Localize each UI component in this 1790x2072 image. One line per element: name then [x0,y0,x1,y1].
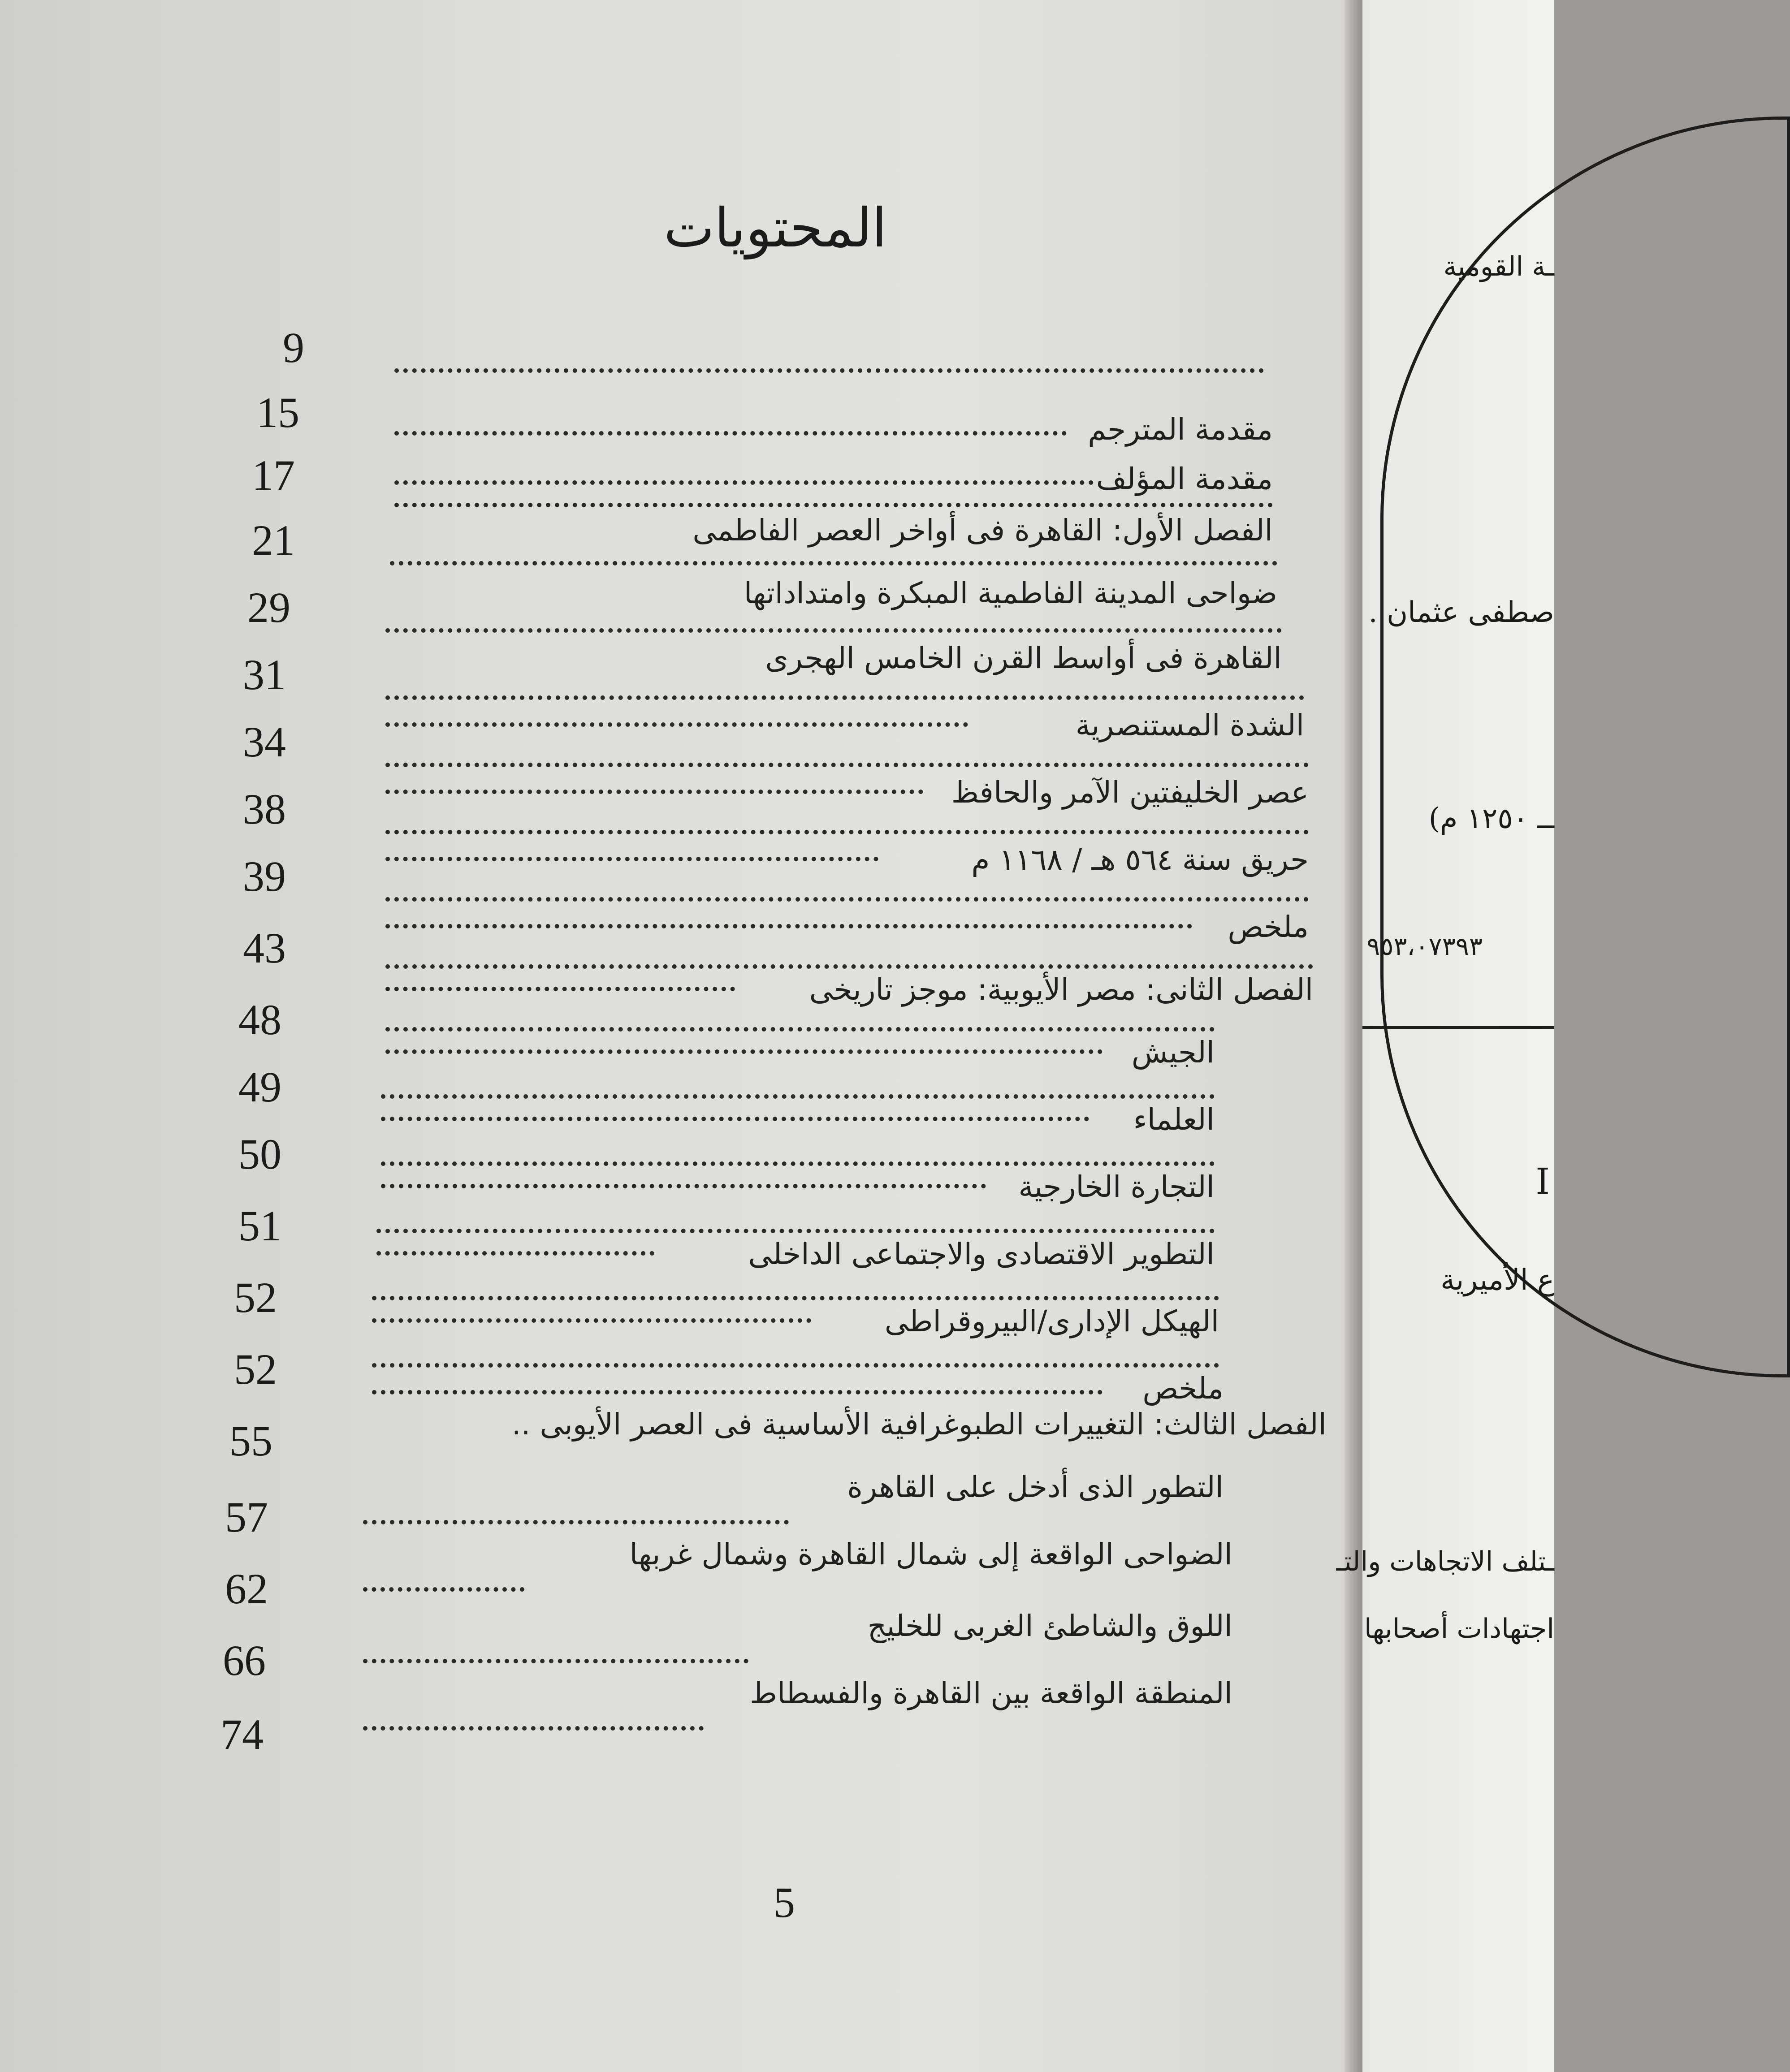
toc-entry-label: ملخص [1228,910,1309,944]
toc-entry-label: التجارة الخارجية [1018,1170,1215,1204]
toc-leader-dots [385,717,968,727]
toc-page-number: 51 [238,1202,281,1250]
toc-entry-label: التطوير الاقتصادى والاجتماعى الداخلى [748,1237,1215,1271]
toc-page-number: 52 [234,1345,277,1393]
toc-entry-label: مقدمة المترجم [1088,412,1273,447]
toc-entry [385,690,1304,753]
page-title: المحتويات [664,197,887,259]
toc-entry [394,354,1264,390]
toc-leader-dots [385,981,735,991]
page-number: 5 [774,1878,795,1926]
toc-entry [394,403,1273,453]
toc-entry [385,1022,1215,1084]
toc-leader-dots [390,556,1277,565]
toc-page-number: 15 [256,388,299,436]
adjacent-page-rule [1362,1026,1554,1029]
toc-leader-dots [372,1385,1103,1394]
toc-page-number: 39 [243,852,286,900]
adjacent-page-text: صطفى عثمان . [1368,596,1554,629]
toc-leader-dots [385,623,1282,633]
toc-entry [376,1223,1215,1286]
toc-page-number: 48 [238,996,281,1044]
toc-leader-dots [385,959,1313,969]
toc-leader-dots [385,690,1304,700]
toc-leader-dots [363,1582,524,1592]
toc-entry [363,1532,1232,1600]
adjacent-page [1336,0,1554,2072]
toc-page-number: 43 [243,924,286,972]
toc-leader-dots [363,1515,789,1524]
toc-page-number: 49 [238,1063,281,1111]
adjacent-page-text: اجتهادات أصحابها [1364,1613,1554,1645]
toc-leader-dots [394,475,1094,485]
toc-page-number: 55 [229,1417,272,1465]
toc-leader-dots [381,1156,1215,1166]
toc-page-number: 74 [221,1710,264,1758]
toc-entry-label: مقدمة المؤلف [1096,462,1273,496]
toc-page-number: 21 [252,516,295,564]
toc-entry-label: الجيش [1131,1035,1215,1070]
toc-leader-dots [363,1721,704,1731]
toc-leader-dots [381,1178,986,1188]
book-gutter [1345,0,1362,2072]
toc-leader-dots [394,426,1067,436]
toc-entry [385,959,1313,1022]
toc-leader-dots [385,892,1309,902]
toc-page-number: 29 [247,583,290,631]
toc-entry [390,556,1277,618]
toc-leader-dots [385,919,1192,928]
toc-page-number: 38 [243,785,286,833]
toc-entry-label: عصر الخليفتين الآمر والحافظ [951,775,1309,810]
toc-entry-label: التطور الذى أدخل على القاهرة [847,1470,1224,1504]
toc-entry [394,453,1273,502]
toc-entry [368,1403,1327,1465]
adjacent-page-text: ــ ١٢٥٠ م) [1428,802,1554,835]
toc-page-number: 50 [238,1130,281,1178]
toc-entry-label: الفصل الثانى: مصر الأيوبية: موجز تاريخى [809,972,1313,1007]
toc-page-number: 57 [225,1493,268,1541]
adjacent-page-text: ـة القومية [1443,251,1554,282]
toc-leader-dots [372,1313,811,1323]
toc-entry [394,497,1273,556]
toc-entry [385,892,1309,954]
toc-leader-dots [376,1223,1215,1233]
toc-page-number: 9 [283,324,304,371]
toc-entry-label: ضواحى المدينة الفاطمية المبكرة وامتداداتها [744,576,1277,610]
toc-entry-label: الشدة المستنصرية [1075,708,1304,742]
toc-entry-label: الفصل الثالث: التغييرات الطبوغرافية الأساسية فى العصر الأيوبى .. [511,1407,1327,1442]
toc-page-number: 62 [225,1565,268,1613]
toc-entry-label: المنطقة الواقعة بين القاهرة والفسطاط [749,1676,1232,1710]
toc-entry [385,824,1309,887]
toc-leader-dots [363,1653,748,1663]
toc-leader-dots [385,1044,1103,1054]
toc-entry [385,623,1282,686]
adjacent-page-text: ـتلف الاتجاهات والتـ [1336,1546,1554,1577]
toc-page-number: 31 [243,651,286,699]
adjacent-page-text: I [1535,1161,1550,1202]
toc-entry [363,1465,1224,1532]
toc-page-number: 66 [223,1636,266,1684]
toc-entry-label: الفصل الأول: القاهرة فى أواخر العصر الفاطمى [692,513,1273,548]
toc-page-number: 52 [234,1273,277,1321]
toc-entry-label: اللوق والشاطئ الغربى للخليج [867,1609,1232,1643]
toc-leader-dots [394,363,1264,373]
toc-leader-dots [381,1111,1089,1121]
toc-entry [385,757,1309,820]
toc-entry-label: القاهرة فى أواسط القرن الخامس الهجرى [765,641,1282,675]
toc-entry [381,1156,1215,1219]
toc-leader-dots [385,851,878,861]
toc-entry [363,1604,1232,1671]
toc-entry-label: الضواحى الواقعة إلى شمال القاهرة وشمال غربها [629,1537,1232,1571]
toc-leader-dots [372,1358,1219,1368]
toc-leader-dots [372,1291,1219,1300]
toc-page-number: 17 [252,451,295,499]
toc-entry [363,1671,1232,1739]
adjacent-page-frame [1380,117,1790,1377]
adjacent-page-text: ٩٥٣،٠٧٣٩٣ [1366,932,1483,961]
toc-leader-dots [385,784,923,794]
toc-entry-label: العلماء [1133,1102,1215,1137]
toc-entry-label: الهيكل الإدارى/البيروقراطى [884,1304,1219,1338]
toc-entry [372,1291,1219,1353]
toc-leader-dots [376,1246,654,1256]
toc-entry-label: حريق سنة ٥٦٤ هـ / ١١٦٨ م [971,842,1309,877]
toc-leader-dots [385,824,1309,834]
toc-leader-dots [381,1089,1215,1099]
toc-leader-dots [394,497,1273,507]
toc-leader-dots [385,757,1309,767]
toc-entry-label: ملخص [1142,1371,1224,1406]
adjacent-page-text: ع الأميرية [1440,1264,1554,1297]
toc-leader-dots [385,1022,1215,1032]
toc-page-number: 34 [243,718,286,766]
toc-entry [381,1089,1215,1152]
